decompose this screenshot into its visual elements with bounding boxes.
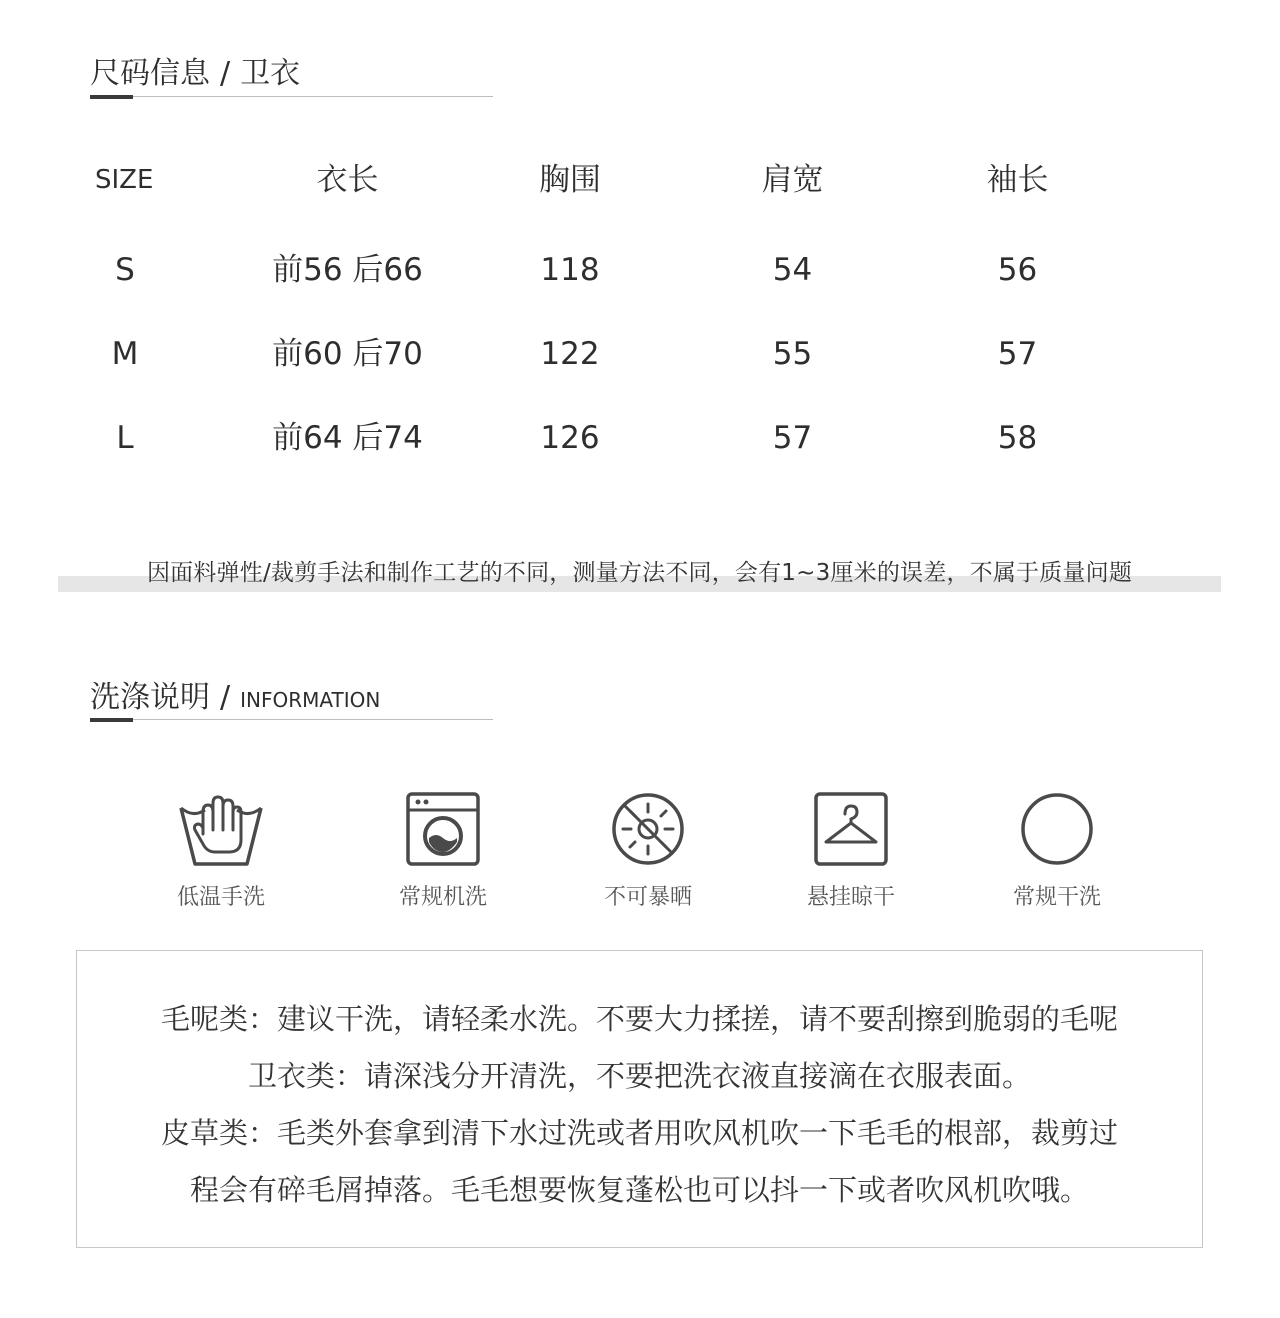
table-row: [90, 240, 1150, 300]
sleeve-cell: 57: [997, 336, 1038, 372]
header-divider: [90, 719, 493, 720]
hand-wash-icon: [173, 790, 269, 868]
care-label: 不可暴晒: [603, 885, 692, 910]
length-cell: 前56 后66: [272, 252, 423, 288]
size-section-subtitle: 卫衣: [240, 56, 301, 91]
size-section-header: [90, 40, 493, 100]
chest-cell: 122: [540, 336, 600, 372]
care-icons-row: [0, 790, 1280, 920]
header-divider: [90, 96, 493, 97]
header-cell: SIZE: [95, 165, 154, 195]
size-cell: L: [116, 420, 134, 456]
chest-cell: 118: [540, 252, 600, 288]
wash-note-line: 皮草类：毛类外套拿到清下水过洗或者用吹风机吹一下毛毛的根部，裁剪过: [160, 1116, 1118, 1150]
chest-cell: 126: [540, 420, 600, 456]
measurement-note: 因面料弹性/裁剪手法和制作工艺的不同，测量方法不同，会有1~3厘米的误差，不属于质量问题: [146, 560, 1133, 586]
length-cell: 前60 后70: [272, 336, 423, 372]
size-section-title-main: 尺码信息: [90, 56, 210, 91]
wash-section-header: [90, 664, 493, 724]
wash-note-line: 毛呢类：建议干洗，请轻柔水洗。不要大力揉搓，请不要刮擦到脆弱的毛呢: [160, 1002, 1118, 1036]
wash-note-line: 卫衣类：请深浅分开清洗，不要把洗衣液直接滴在衣服表面。: [247, 1059, 1031, 1093]
shoulder-cell: 55: [772, 336, 813, 372]
care-item-hang-dry: [771, 790, 931, 911]
shoulder-cell: 57: [772, 420, 813, 456]
table-row: [90, 324, 1150, 384]
header-accent-bar: [90, 95, 133, 99]
care-item-hand-wash: [141, 790, 301, 911]
care-label: 常规干洗: [1012, 885, 1101, 910]
title-slash: /: [220, 680, 231, 715]
header-cell: 肩宽: [761, 162, 824, 198]
sleeve-cell: 58: [997, 420, 1038, 456]
care-label: 常规机洗: [398, 885, 487, 910]
dry-clean-icon: [1018, 790, 1096, 868]
title-slash: /: [220, 56, 231, 91]
size-table-header: [90, 150, 1150, 210]
header-accent-bar: [90, 718, 133, 722]
no-sun-icon: [609, 790, 687, 868]
header-cell: 袖长: [986, 162, 1049, 198]
table-row: [90, 408, 1150, 468]
sleeve-cell: 56: [997, 252, 1038, 288]
size-section-title: [90, 48, 300, 92]
wash-section-title-main: 洗涤说明: [90, 680, 210, 715]
size-cell: S: [115, 252, 135, 288]
washing-machine-icon: [404, 790, 482, 868]
care-item-machine-wash: [363, 790, 523, 911]
wash-note-line: 程会有碎毛屑掉落。毛毛想要恢复蓬松也可以抖一下或者吹风机吹哦。: [189, 1173, 1089, 1207]
hanger-icon: [812, 790, 890, 868]
wash-section-subtitle: INFORMATION: [240, 688, 381, 712]
header-cell: 胸围: [539, 162, 601, 198]
care-item-dry-clean: [977, 790, 1137, 911]
care-label: 低温手洗: [176, 885, 265, 910]
care-label: 悬挂晾干: [806, 885, 895, 910]
wash-notes-box: [76, 950, 1203, 1248]
size-cell: M: [111, 336, 139, 372]
header-cell: 衣长: [316, 162, 379, 198]
length-cell: 前64 后74: [272, 420, 423, 456]
shoulder-cell: 54: [772, 252, 813, 288]
wash-section-title: [90, 672, 380, 716]
care-item-no-sun: [568, 790, 728, 911]
